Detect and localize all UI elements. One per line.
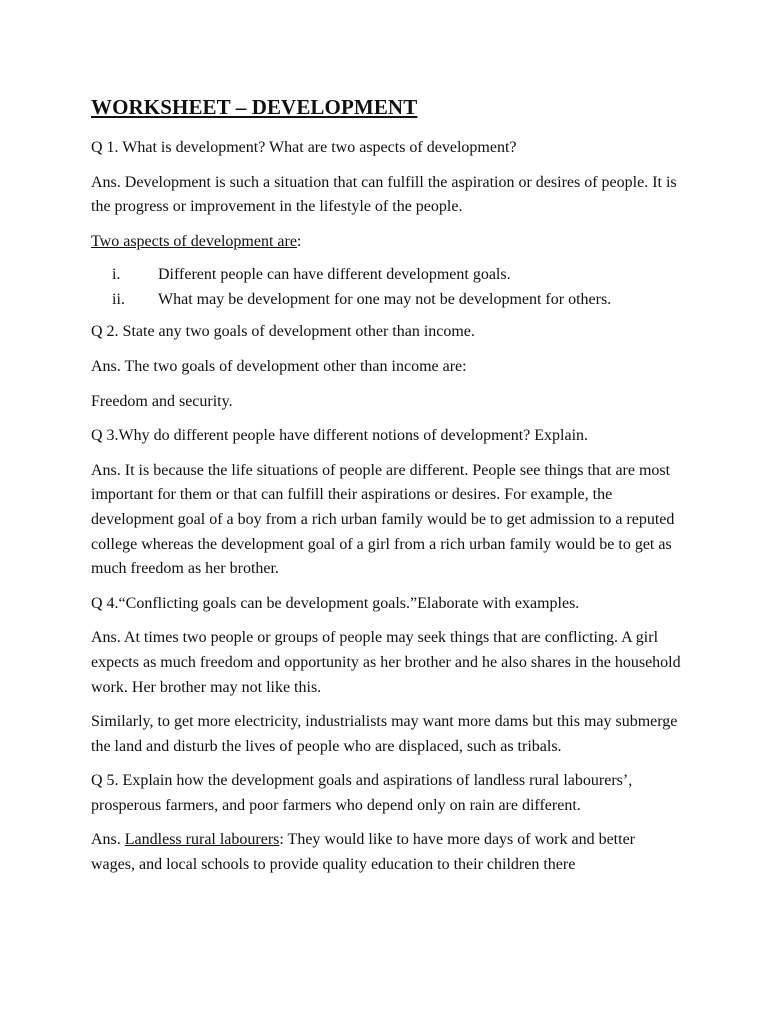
- page-title: WORKSHEET – DEVELOPMENT: [91, 95, 418, 119]
- list-item-number: i.: [112, 266, 121, 284]
- aspects-list: [91, 262, 681, 312]
- answer-2-continued: Freedom and security.: [91, 392, 233, 410]
- answer-4-continued: Similarly, to get more electricity, industrialists may want more dams but this may submerge the land and disturb the lives of people who are displaced, such as tribals.: [91, 713, 678, 755]
- aspects-colon: :: [296, 232, 302, 250]
- answer-5: [91, 828, 681, 877]
- answer-5-term: Landless rural labourers: [124, 831, 280, 849]
- list-item: [91, 262, 681, 287]
- question-3: Q 3.Why do different people have different notions of development? Explain.: [91, 427, 589, 445]
- answer-2: Ans. The two goals of development other than income are:: [91, 357, 467, 375]
- question-2: Q 2. State any two goals of development other than income.: [91, 323, 475, 341]
- answer-1: Ans. Development is such a situation that can fulfill the aspiration or desires of people. It is the progress or improvement in the lifestyle of the people.: [91, 173, 677, 216]
- list-item: [91, 287, 681, 312]
- list-item-text: Different people can have different development goals.: [158, 266, 511, 284]
- answer-5-rest: : They would like to have more days of work and better wages, and local schools to provide quality education to their children there: [91, 831, 635, 874]
- answer-4: Ans. At times two people or groups of people may seek things that are conflicting. A girl expects as much freedom and opportunity as her brother and he also shares in the household work. Her brother may not like this.: [91, 629, 681, 696]
- question-1: Q 1. What is development? What are two aspects of development?: [91, 139, 517, 156]
- answer-5-prefix: Ans.: [91, 831, 125, 849]
- answer-3: Ans. It is because the life situations of people are different. People see things that are most important for them or that can fulfill their aspirations or desires. For example, the development goal of a boy from a rich urban family would be to get admission to a reputed college whereas the development goal of a girl from a rich urban family would be to get as much freedom as her brother.: [91, 461, 675, 578]
- aspects-heading-line: [91, 230, 681, 255]
- question-5: Q 5. Explain how the development goals and aspirations of landless rural labourers’, prosperous farmers, and poor farmers who depend only on rain are different.: [91, 772, 633, 814]
- aspects-heading: Two aspects of development are: [91, 232, 297, 250]
- worksheet-content: [91, 94, 681, 888]
- list-item-text: What may be development for one may not be development for others.: [158, 291, 612, 309]
- list-item-number: ii.: [112, 291, 125, 309]
- question-4: Q 4.“Conflicting goals can be development goals.”Elaborate with examples.: [91, 594, 580, 612]
